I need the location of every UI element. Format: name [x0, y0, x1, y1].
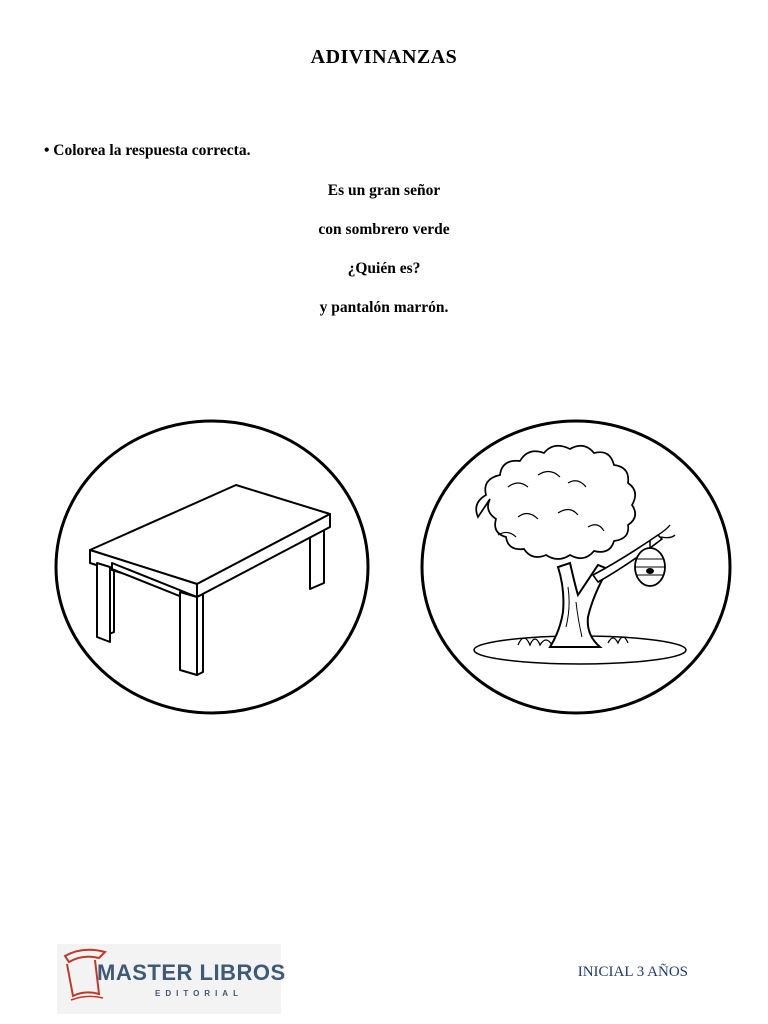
instruction-text: • Colorea la respuesta correcta. — [44, 142, 251, 159]
publisher-logo — [57, 944, 286, 1014]
riddle-line-4: y pantalón marrón. — [319, 299, 449, 316]
riddle-line-1: Es un gran señor — [327, 182, 441, 199]
publisher-name: MASTER LIBROS — [97, 960, 286, 985]
table-icon — [52, 417, 372, 717]
riddle-line-2: con sombrero verde — [318, 221, 450, 238]
choice-table[interactable] — [52, 417, 372, 717]
publisher-sub: EDITORIAL — [155, 989, 243, 998]
choice-tree[interactable] — [418, 417, 738, 717]
tree-icon — [418, 417, 738, 717]
page-title: ADIVINANZAS — [310, 46, 458, 68]
level-label: INICIAL 3 AÑOS — [577, 964, 688, 980]
riddle-line-3: ¿Quién es? — [347, 260, 421, 277]
